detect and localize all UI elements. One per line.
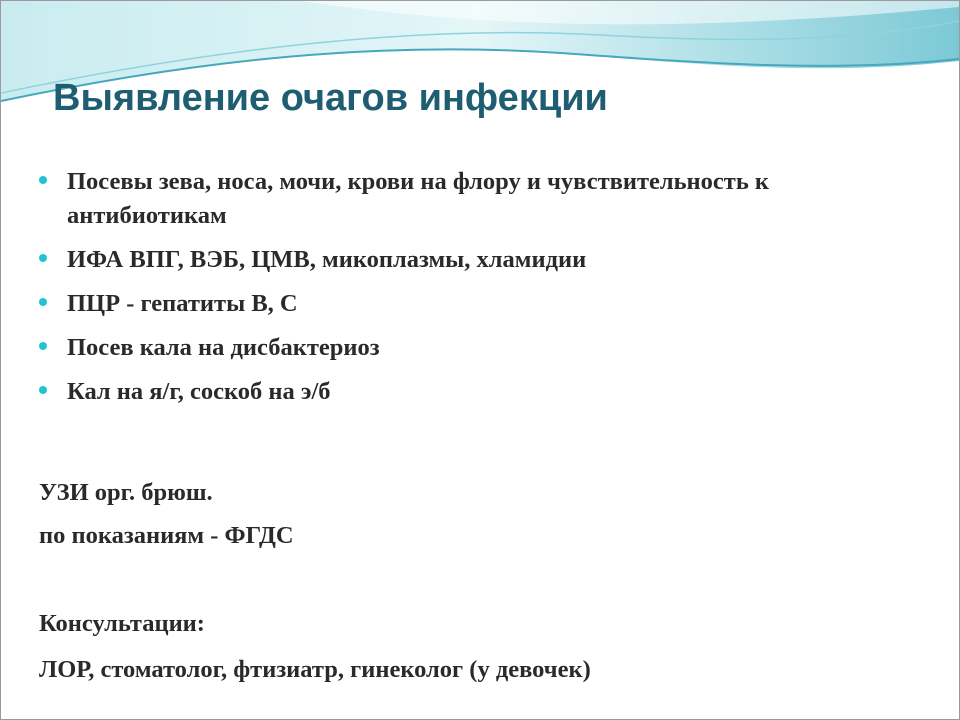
list-item-text: Посев кала на дисбактериоз	[67, 334, 380, 361]
list-item	[39, 243, 919, 277]
list-item-text: ПЦР - гепатиты В, С	[67, 290, 298, 317]
list-item	[39, 375, 919, 409]
list-item-text: Посевы зева, носа, мочи, крови на флору и чувствительность к антибиотикам	[67, 168, 770, 229]
list-item-text: ИФА ВПГ, ВЭБ, ЦМВ, микоплазмы, хламидии	[67, 246, 587, 273]
list-item	[39, 165, 919, 233]
bullet-list	[39, 165, 919, 419]
indications-text: по показаниям - ФГДС	[39, 522, 294, 549]
bullet-icon	[39, 342, 47, 350]
list-item	[39, 287, 919, 321]
ultrasound-text: УЗИ орг. брюш.	[39, 479, 213, 506]
slide-title: Выявление очагов инфекции	[53, 77, 608, 119]
consultations-heading: Консультации:	[39, 610, 205, 637]
list-item	[39, 331, 919, 365]
bullet-icon	[39, 254, 47, 262]
bullet-icon	[39, 298, 47, 306]
bullet-icon	[39, 386, 47, 394]
bullet-icon	[39, 176, 47, 184]
list-item-text: Кал на я/г, соскоб на э/б	[67, 378, 331, 405]
consultations-list: ЛОР, стоматолог, фтизиатр, гинеколог (у девочек)	[39, 656, 591, 683]
